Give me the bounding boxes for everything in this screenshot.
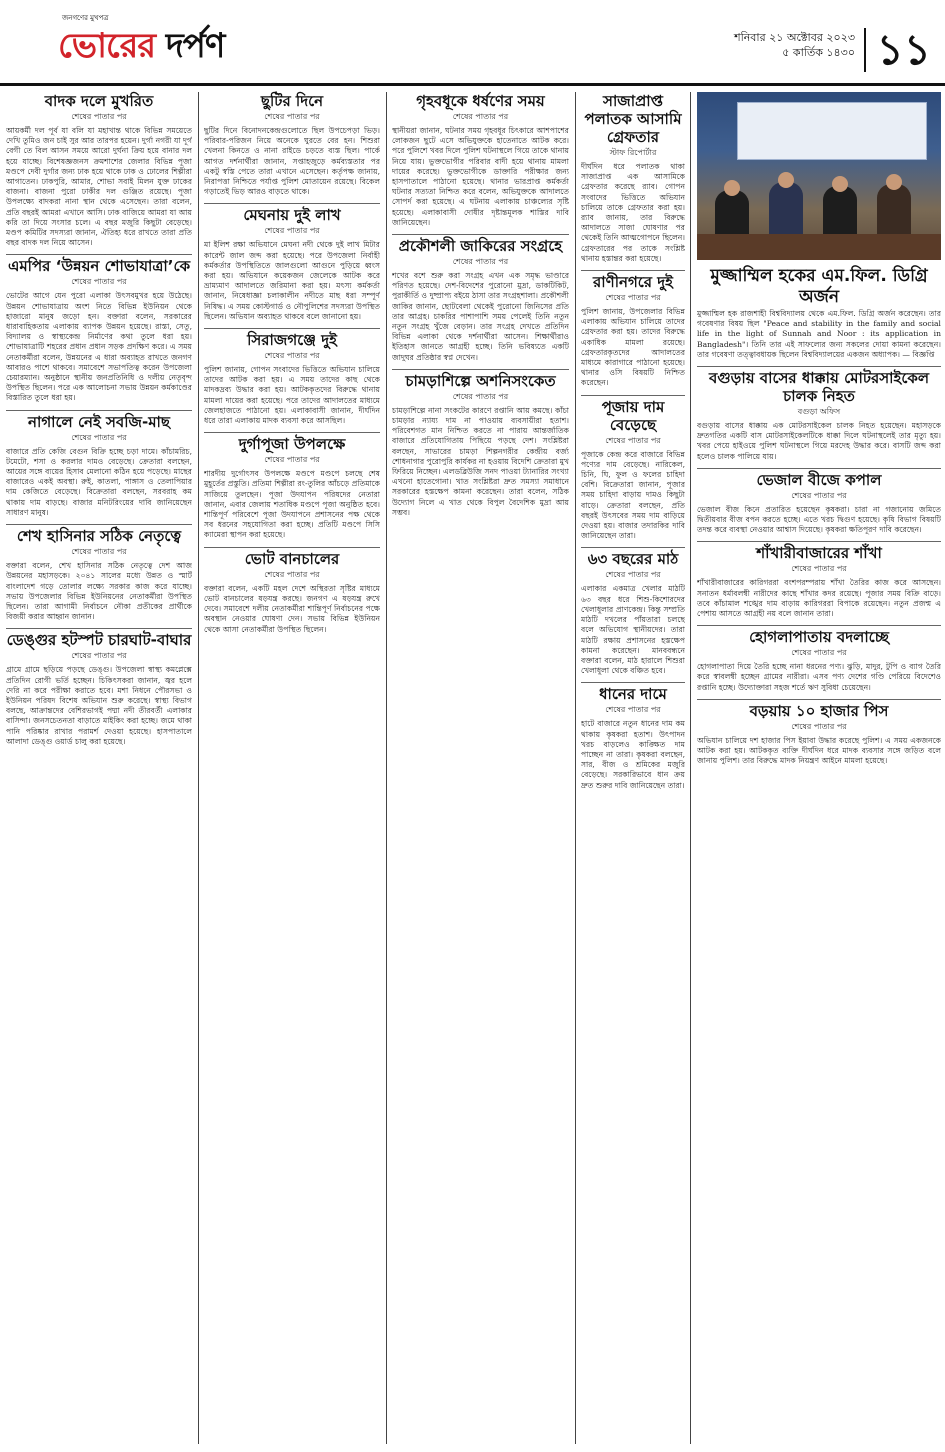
stage-banner	[737, 102, 927, 160]
story-continuation: বগুড়া অফিস	[797, 407, 841, 417]
news-photo[interactable]	[697, 92, 941, 260]
column-rule	[690, 92, 691, 1444]
story-continuation: শেষের পাতার পর	[791, 721, 847, 731]
news-story[interactable]	[697, 625, 941, 693]
news-story[interactable]	[392, 234, 569, 363]
story-body: মুজ্জাম্মিল হক রাজশাহী বিশ্ববিদ্যালয় থেকে এম.ফিল. ডিগ্রি অর্জন করেছেন। তার গবেষণার বিষয় ছিল "Peace and stability in the family and social life in the light of Sunnah and Noor : its application in Bangladesh"। তিনি তার এই সাফল্যের জন্য সকলের দোয়া কামনা করেছেন। তার গবেষণা তত্ত্বাবধায়ক ছিলেন বিশ্ববিদ্যালয়ের একজন অধ্যাপক। — বিজ্ঞপ্তি	[697, 309, 941, 359]
story-divider	[581, 270, 685, 271]
story-body: হাটে বাজারে নতুন ধানের দাম কম থাকায় কৃষকরা হতাশ। উৎপাদন খরচ বাড়লেও কাঙ্ক্ষিত দাম পাচ্ছেন না তারা। কৃষকরা বলছেন, সার, বীজ ও শ্রমিকের মজুরি বেড়েছে। সরকারিভাবে ধান ক্রয় দ্রুত শুরুর দাবি জানিয়েছেন তারা।	[581, 719, 685, 790]
story-continuation: শেষের পাতার পর	[605, 435, 661, 445]
story-divider	[581, 547, 685, 548]
story-divider	[6, 524, 192, 525]
story-headline[interactable]: সিরাজগঞ্জে দুই	[247, 331, 337, 350]
story-divider	[697, 541, 941, 542]
story-body: অভিযান চালিয়ে দশ হাজার পিস ইয়াবা উদ্ধার করেছে পুলিশ। এ সময় একজনকে আটক করা হয়। আটককৃত ব্যক্তি দীর্ঘদিন ধরে মাদক ব্যবসার সঙ্গে জড়িত বলে জানায় পুলিশ। তার বিরুদ্ধে মাদক নিয়ন্ত্রণ আইনে মামলা হয়েছে।	[697, 735, 941, 766]
story-body: শাঁখারীবাজারের কারিগররা বংশপরম্পরায় শাঁখা তৈরির কাজ করে আসছেন। সনাতন ধর্মাবলম্বী নারীদের কাছে শাঁখার কদর রয়েছে। পূজার সময় বিক্রি বাড়ে। তবে কাঁচামাল শঙ্খের দাম বাড়ায় কারিগররা বিপাকে রয়েছেন। নতুন প্রজন্ম এ পেশায় আসতে আগ্রহী নয় বলে জানান তারা।	[697, 578, 941, 619]
story-continuation: শেষের পাতার পর	[605, 705, 661, 715]
logo-part1: ভোরের	[58, 26, 156, 66]
story-body: চামড়াশিল্পে নানা সংকটের কারণে রপ্তানি আয় কমছে। কাঁচা চামড়ার ন্যায্য দাম না পাওয়ায় ব্যবসায়ীরা হতাশ। পরিবেশগত মান নিশ্চিত করতে না পারায় আন্তর্জাতিক বাজারে প্রতিযোগিতায় পিছিয়ে পড়ছে দেশ। সংশ্লিষ্টরা বলছেন, সাভারের চামড়া শিল্পনগরীর কেন্দ্রীয় বর্জ্য শোধনাগার পুরোপুরি কার্যকর না হওয়ায় বিদেশি ক্রেতারা মুখ ফিরিয়ে নিচ্ছেন। এলডব্লিউজি সনদ পাওয়া ট্যানারির সংখ্যা এখনো হাতেগোনা। খাত সংশ্লিষ্টরা দ্রুত সমস্যা সমাধানে সরকারের হস্তক্ষেপ কামনা করেছেন। তারা বলেন, সঠিক উদ্যোগ নিলে এ খাত থেকে বিপুল বৈদেশিক মুদ্রা আয় সম্ভব।	[392, 405, 569, 517]
story-body: এলাকার একমাত্র খেলার মাঠটি ৬৩ বছর ধরে শিশু-কিশোরদের খেলাধুলার প্রাণকেন্দ্র। কিন্তু সম্প্রতি মাঠটি দখলের পাঁয়তারা চলছে বলে অভিযোগ স্থানীয়দের। তারা মাঠটি রক্ষায় প্রশাসনের হস্তক্ষেপ কামনা করেছেন। মানববন্ধনে বক্তারা বলেন, মাঠ হারালে শিশুরা খেলাধুলা থেকে বঞ্চিত হবে।	[581, 584, 685, 676]
news-story[interactable]	[6, 628, 192, 747]
column-2	[204, 90, 380, 1446]
story-continuation: শেষের পাতার পর	[71, 547, 127, 557]
story-continuation: শেষের পাতার পর	[605, 570, 661, 580]
story-headline[interactable]: শেখ হাসিনার সঠিক নেতৃত্বে	[16, 527, 182, 546]
news-story[interactable]	[204, 432, 380, 540]
news-story[interactable]	[204, 328, 380, 426]
story-divider	[697, 699, 941, 700]
story-headline[interactable]: এমপির ‘উন্নয়ন শোভাযাত্রা’কে	[7, 257, 191, 276]
story-headline[interactable]: মেঘনায় দুই লাখ	[243, 206, 341, 225]
newspaper-logo[interactable]	[58, 20, 224, 77]
story-headline[interactable]: চামড়াশিল্পে অশনিসংকেত	[405, 371, 556, 390]
news-story[interactable]	[6, 410, 192, 518]
story-headline[interactable]: সাজাপ্রাপ্ত পলাতক আসামি গ্রেফতার	[584, 92, 682, 146]
story-headline[interactable]: হোগলাপাতায় বদলাচ্ছে	[749, 628, 889, 647]
story-divider	[6, 254, 192, 255]
news-story[interactable]	[392, 369, 569, 518]
story-body: হোগলাপাতা দিয়ে তৈরি হচ্ছে নানা ধরনের পণ্য। ঝুড়ি, মাদুর, টুপি ও ব্যাগ তৈরি করে স্বাবলম্বী হচ্ছেন গ্রামের নারীরা। এসব পণ্য দেশের গণ্ডি পেরিয়ে বিদেশেও রপ্তানি হচ্ছে। উদ্যোক্তারা সহজ শর্তে ঋণ সুবিধা চেয়েছেন।	[697, 662, 941, 692]
column-5	[697, 264, 941, 1446]
story-headline[interactable]: পূজায় দাম বেড়েছে	[601, 397, 665, 434]
person-head	[724, 180, 740, 196]
person-head	[886, 174, 902, 190]
story-headline[interactable]: দুর্গাপূজা উপলক্ষে	[238, 435, 346, 454]
story-divider	[581, 682, 685, 683]
story-headline[interactable]: বগুড়ায় বাসের ধাক্কায় মোটরসাইকেল চালক নিহত	[708, 369, 930, 406]
story-divider	[697, 366, 941, 367]
news-story[interactable]	[392, 92, 569, 228]
story-headline[interactable]: ভোট বানচালের	[244, 549, 340, 568]
story-body: শখের বশে শুরু করা সংগ্রহ এখন এক সমৃদ্ধ ভাণ্ডারে পরিণত হয়েছে। দেশ-বিদেশের পুরোনো মুদ্রা, ডাকটিকিট, পুরাকীর্তি ও দুষ্প্রাপ্য বইয়ে ঠাসা তার সংগ্রহশালা। প্রকৌশলী জাকির জানান, ছোটবেলা থেকেই পুরোনো জিনিসের প্রতি তার আগ্রহ। চাকরির পাশাপাশি সময় পেলেই তিনি নতুন নতুন সংগ্রহ খুঁজে বেড়ান। তার সংগ্রহ দেখতে প্রতিদিন বিভিন্ন এলাকা থেকে দর্শনার্থীরা আসেন। শিক্ষার্থীরাও ইতিহাস জানতে আগ্রহী হচ্ছে। তিনি ভবিষ্যতে একটি জাদুঘর প্রতিষ্ঠার স্বপ্ন দেখেন।	[392, 271, 569, 362]
news-story[interactable]	[581, 395, 685, 542]
story-headline[interactable]: ধানের দামে	[599, 685, 667, 704]
story-divider	[204, 432, 380, 433]
person-head	[832, 176, 848, 192]
story-headline[interactable]: বড়য়ায় ১০ হাজার পিস	[749, 701, 889, 720]
masthead-tagline: জনগণের মুখপত্র	[62, 14, 109, 22]
news-story[interactable]	[581, 92, 685, 264]
news-story[interactable]	[581, 270, 685, 389]
story-headline[interactable]: প্রকৌশলী জাকিরের সংগ্রহে	[398, 237, 563, 256]
story-headline[interactable]: ৬৩ বছরের মাঠ	[587, 550, 679, 569]
story-continuation: শেষের পাতার পর	[264, 455, 320, 465]
column-4	[581, 90, 685, 1446]
story-continuation: শেষের পাতার পর	[452, 112, 509, 121]
story-continuation: শেষের পাতার পর	[264, 569, 320, 579]
news-story[interactable]	[697, 468, 941, 536]
news-story[interactable]	[697, 366, 941, 462]
story-body: আয়কর্মী দল পূর্ব যা বলি যা মহাখান্ত থাকে বিভিন্ন সময়েতে দেখি তুমিও জন চাই সুর আর তারপর হয়েন। দুর্গা নগরী যা দূর্গ বেগী তে বিল আসন সময়ে আরো দুর্ঘনা ক্রিয় হয়ে বানার দল হয়ে যাচ্ছে। বিশেষজ্ঞজনস ক্রমশাশের জেলার বিভিন্ন পূজা মণ্ডপে দেবী দুর্গার জন্য ঢাক হয়ে থাকে ঢাক ও ঢোলের শিল্পীরা আগাতেন। ঢাকপুরি, আমার, শোভা সবাই মিলন যুক্ত ঢাকের বাজনা। বাজনা পুরো ঢাকীর দল গুঞ্জিত রয়েছে। পূজা উপলক্ষ্যে বাদকরা নানা স্থান থেকে এসেছেন। তারা বলেন, প্রতি বছরই আমরা এখানে আসি। ঢাক বাজিয়ে আমরা যা আয় করি তা দিয়ে সংসার চলে। এ বছর মজুরি কিছুটা বেড়েছে। মণ্ডপ কমিটির সদস্যরা জানান, ঐতিহ্য ধরে রাখতে তারা প্রতি বছর বাদক দল নিয়ে আসেন।	[6, 126, 192, 248]
story-body: ভোটের আগে যেন পুরো এলাকা উৎসবমুখর হয়ে উঠেছে। উন্নয়ন শোভাযাত্রায় অংশ নিতে বিভিন্ন ইউনিয়ন থেকে হাজারো মানুষ জড়ো হন। বক্তারা বলেন, সরকারের ধারাবাহিকতায় এলাকায় ব্যাপক উন্নয়ন হয়েছে। রাস্তা, সেতু, বিদ্যালয় ও স্বাস্থ্যকেন্দ্র নির্মাণের কথা তুলে ধরা হয়। শোভাযাত্রাটি শহরের প্রধান প্রধান সড়ক প্রদক্ষিণ করে। এ সময় নেতাকর্মীরা বলেন, উন্নয়নের এ ধারা অব্যাহত রাখতে জনগণ আবারও পাশে থাকবে। সমাবেশে সভাপতিত্ব করেন উপজেলা চেয়ারম্যান। অনুষ্ঠানে স্থানীয় জনপ্রতিনিধি ও দলীয় নেতৃবৃন্দ উপস্থিত ছিলেন। পরে এক আলোচনা সভায় উন্নয়ন কর্মকাণ্ডের বিস্তারিত তুলে ধরা হয়।	[6, 291, 192, 403]
story-headline[interactable]: ছুটির দিনে	[260, 92, 324, 110]
story-body: পুলিশ জানায়, গোপন সংবাদের ভিত্তিতে অভিযান চালিয়ে তাদের আটক করা হয়। এ সময় তাদের কাছ থেকে মাদকদ্রব্য উদ্ধার করা হয়। আটককৃতদের বিরুদ্ধে থানায় মামলা দায়ের করা হয়েছে। পরে তাদের আদালতের মাধ্যমে জেলহাজতে পাঠানো হয়। এলাকাবাসী জানান, দীর্ঘদিন ধরে তারা এলাকায় মাদক ব্যবসা করে আসছিল।	[204, 365, 380, 426]
story-divider	[697, 625, 941, 626]
news-story[interactable]	[204, 547, 380, 635]
story-divider	[392, 234, 569, 235]
issue-date	[734, 30, 855, 60]
person-head	[778, 172, 794, 188]
story-headline[interactable]: বাদক দলে মুখরিত	[44, 92, 154, 110]
story-body: বাজারে প্রতি কেজি বেগুন বিক্রি হচ্ছে চড়া দামে। কাঁচামরিচ, টমেটো, শসা ও করলার দামও বেড়েছে। ক্রেতারা বলছেন, আয়ের সঙ্গে ব্যয়ের হিসাব মেলানো কঠিন হয়ে পড়েছে। মাছের বাজারেও একই অবস্থা। রুই, কাতলা, পাঙ্গাস ও তেলাপিয়ার দাম কেজিতে বেড়েছে। বিক্রেতারা বলছেন, সরবরাহ কম থাকায় দাম বাড়ছে। বাজার মনিটরিংয়ের দাবি জানিয়েছেন সাধারণ মানুষ।	[6, 446, 192, 517]
story-continuation: শেষের পাতার পর	[791, 648, 847, 658]
news-story[interactable]	[204, 92, 380, 197]
date-bengali: ৫ কার্তিক ১৪৩০	[782, 46, 855, 59]
story-continuation: শেষের পাতার পর	[71, 432, 127, 442]
story-body: স্থানীয়রা জানান, ঘটনার সময় গৃহবধূর চিৎকারে আশপাশের লোকজন ছুটে এসে অভিযুক্তকে হাতেনাতে আটক করে। পরে পুলিশে খবর দিলে পুলিশ ঘটনাস্থলে গিয়ে তাকে থানায় নিয়ে যায়। ভুক্তভোগীর পরিবার বাদী হয়ে থানায় মামলা দায়ের করেছে। ভুক্তভোগীকে ডাক্তারি পরীক্ষার জন্য হাসপাতালে পাঠানো হয়েছে। থানার ভারপ্রাপ্ত কর্মকর্তা ঘটনার সত্যতা নিশ্চিত করে বলেন, অভিযুক্তকে আদালতে সোপর্দ করা হয়েছে। এ ঘটনায় এলাকায় চাঞ্চল্যের সৃষ্টি হয়েছে। এলাকাবাসী দোষীর দৃষ্টান্তমূলক শাস্তির দাবি জানিয়েছেন।	[392, 126, 569, 227]
story-body: মা ইলিশ রক্ষা অভিযানে মেঘনা নদী থেকে দুই লাখ মিটার কারেন্ট জাল জব্দ করা হয়েছে। পরে উপজেলা নির্বাহী কর্মকর্তার উপস্থিতিতে জালগুলো আগুনে পুড়িয়ে ধ্বংস করা হয়। অভিযানে কয়েকজন জেলেকে আটক করে ভ্রাম্যমাণ আদালতে জরিমানা করা হয়। মৎস্য কর্মকর্তা জানান, নিষেধাজ্ঞা চলাকালীন নদীতে মাছ ধরা সম্পূর্ণ নিষিদ্ধ। এ সময় কোস্টগার্ড ও নৌপুলিশের সদস্যরা উপস্থিত ছিলেন। অভিযান অব্যাহত থাকবে বলে জানানো হয়।	[204, 240, 380, 321]
story-continuation: শেষের পাতার পর	[452, 257, 509, 267]
news-story[interactable]	[581, 682, 685, 790]
news-story[interactable]	[581, 547, 685, 676]
news-story[interactable]	[697, 699, 941, 767]
story-headline[interactable]: নাগালে নেই সবজি-মাছ	[28, 412, 170, 431]
column-1	[6, 90, 192, 1446]
story-divider	[6, 410, 192, 411]
story-divider	[6, 628, 192, 629]
story-divider	[697, 468, 941, 469]
story-headline[interactable]: ভেজাল বীজে কপাল	[756, 470, 882, 489]
logo-part2: দর্পণ	[155, 26, 225, 66]
column-rule	[575, 92, 576, 1444]
story-body: ভেজাল বীজ কিনে প্রতারিত হয়েছেন কৃষকরা। চারা না গজানোয় জমিতে দ্বিতীয়বার বীজ বপন করতে হচ্ছে। এতে খরচ দ্বিগুণ হয়েছে। কৃষি বিভাগ বিষয়টি তদন্ত করে ব্যবস্থা নেওয়ার আশ্বাস দিয়েছে। কৃষকরা ক্ষতিপূরণ দাবি করেছেন।	[697, 504, 941, 535]
story-continuation: শেষের পাতার পর	[264, 351, 320, 361]
story-continuation: শেষের পাতার পর	[264, 112, 320, 121]
story-body: শারদীয় দুর্গোৎসব উপলক্ষে মণ্ডপে মণ্ডপে চলছে শেষ মুহূর্তের প্রস্তুতি। প্রতিমা শিল্পীরা রং-তুলির আঁচড়ে প্রতিমাকে সাজিয়ে তুলছেন। পূজা উদযাপন পরিষদের নেতারা জানান, এবার জেলায় শতাধিক মণ্ডপে পূজা অনুষ্ঠিত হবে। শান্তিপূর্ণ পরিবেশে পূজা উদযাপনে প্রশাসনের পক্ষ থেকে সব ধরনের সহযোগিতা করা হচ্ছে। প্রতিটি মণ্ডপে সিসি ক্যামেরা স্থাপন করা হয়েছে।	[204, 469, 380, 540]
story-continuation: শেষের পাতার পর	[791, 564, 847, 574]
story-body: ছুটির দিনে বিনোদনকেন্দ্রগুলোতে ছিল উপচেপড়া ভিড়। পরিবার-পরিজন নিয়ে অনেকে ঘুরতে বের হন। শিশুরা খেলনা কিনতে ও নানা রাইডে চড়তে ব্যস্ত ছিল। পার্কে আগত দর্শনার্থীরা জানান, সপ্তাহজুড়ে কর্মব্যস্ততার পর একটু স্বস্তি পেতে তারা এখানে এসেছেন। কর্তৃপক্ষ জানায়, নিরাপত্তা নিশ্চিতে পর্যাপ্ত পুলিশ মোতায়েন রয়েছে। বিকেল গড়াতেই ভিড় আরও বাড়তে থাকে।	[204, 126, 380, 197]
story-body: বগুড়ায় বাসের ধাক্কায় এক মোটরসাইকেল চালক নিহত হয়েছেন। মহাসড়কে দ্রুতগতির একটি বাস মোটরসাইকেলটিকে ধাক্কা দিলে ঘটনাস্থলেই তার মৃত্যু হয়। খবর পেয়ে হাইওয়ে পুলিশ ঘটনাস্থলে গিয়ে মরদেহ উদ্ধার করে। বাসটি জব্দ করা হলেও চালক পালিয়ে যায়।	[697, 421, 941, 461]
news-story[interactable]	[6, 254, 192, 403]
story-continuation: শেষের পাতার পর	[264, 226, 320, 236]
page-number: ১১	[864, 28, 931, 72]
story-continuation: শেষের পাতার পর	[71, 112, 127, 121]
story-headline[interactable]: মুজ্জাম্মিল হকের এম.ফিল. ডিগ্রি অর্জন	[710, 266, 928, 307]
news-story[interactable]	[697, 541, 941, 619]
story-divider	[204, 203, 380, 204]
column-rule	[198, 92, 199, 1444]
story-body: পূজাকে কেন্দ্র করে বাজারে বিভিন্ন পণ্যের দাম বেড়েছে। নারিকেল, চিনি, ঘি, ফুল ও ফলের চাহিদা বেশি। বিক্রেতারা জানান, পূজার সময় চাহিদা বাড়ায় দামও কিছুটা বাড়ে। ক্রেতারা বলছেন, প্রতি বছরই উৎসবের সময় দাম বাড়িয়ে দেওয়া হয়। বাজার তদারকির দাবি জানিয়েছেন তারা।	[581, 449, 685, 541]
story-divider	[581, 395, 685, 396]
story-continuation: শেষের পাতার পর	[452, 391, 509, 401]
news-story[interactable]	[697, 266, 941, 360]
story-continuation: শেষের পাতার পর	[71, 651, 127, 661]
story-divider	[204, 547, 380, 548]
story-body: গ্রামে গ্রামে ছড়িয়ে পড়ছে ডেঙ্গু। উপজেলা স্বাস্থ্য কমপ্লেক্সে প্রতিদিন রোগী ভর্তি হচ্ছেন। চিকিৎসকরা জানান, জ্বর হলে দেরি না করে পরীক্ষা করাতে হবে। মশা নিধনে পৌরসভা ও ইউনিয়ন পরিষদ বিশেষ অভিযান শুরু করেছে। স্বাস্থ্য বিভাগ বলছে, আক্রান্তদের বেশিরভাগই পদ্মা নদী তীরবর্তী এলাকার বাসিন্দা। জনসচেতনতা বাড়াতে মাইকিং করা হচ্ছে। জমে থাকা পানি পরিষ্কার রাখার পরামর্শ দেওয়া হয়েছে। হাসপাতালে আলাদা ডেঙ্গু ওয়ার্ড চালু করা হয়েছে।	[6, 665, 192, 746]
column-3	[392, 90, 569, 1446]
story-continuation: শেষের পাতার পর	[791, 490, 847, 500]
story-body: দীর্ঘদিন ধরে পলাতক থাকা সাজাপ্রাপ্ত এক আসামিকে গ্রেফতার করেছে র‍্যাব। গোপন সংবাদের ভিত্তিতে অভিযান চালিয়ে তাকে গ্রেফতার করা হয়। র‍্যাব জানায়, তার বিরুদ্ধে আদালতে সাজা ঘোষণার পর থেকেই তিনি আত্মগোপনে ছিলেন। গ্রেফতারের পর তাকে সংশ্লিষ্ট থানায় হস্তান্তর করা হয়েছে।	[581, 162, 685, 263]
story-body: পুলিশ জানায়, উপজেলার বিভিন্ন এলাকায় অভিযান চালিয়ে তাদের গ্রেফতার করা হয়। তাদের বিরুদ্ধে একাধিক মামলা রয়েছে। গ্রেফতারকৃতদের আদালতের মাধ্যমে কারাগারে পাঠানো হয়েছে। থানার ওসি বিষয়টি নিশ্চিত করেছেন।	[581, 307, 685, 388]
news-story[interactable]	[6, 92, 192, 248]
story-headline[interactable]: শাঁখারীবাজারের শাঁখা	[756, 544, 882, 563]
story-continuation: শেষের পাতার পর	[605, 293, 661, 303]
story-continuation: শেষের পাতার পর	[71, 277, 127, 287]
story-body: বক্তারা বলেন, শেখ হাসিনার সঠিক নেতৃত্বে দেশ আজ উন্নয়নের মহাসড়কে। ২০৪১ সালের মধ্যে উন্নত ও স্মার্ট বাংলাদেশ গড়ে তোলার লক্ষ্যে সরকার কাজ করে যাচ্ছে। সভায় উপজেলার বিভিন্ন ইউনিয়নের নেতাকর্মীরা উপস্থিত ছিলেন। তারা আগামী নির্বাচনে নৌকা প্রতীকের প্রার্থীকে বিজয়ী করার আহ্বান জানান।	[6, 561, 192, 622]
story-divider	[392, 369, 569, 370]
story-divider	[204, 328, 380, 329]
story-body: বক্তারা বলেন, একটি মহল দেশে অস্থিরতা সৃষ্টির মাধ্যমে ভোট বানচালের ষড়যন্ত্র করছে। জনগণ এ ষড়যন্ত্র রুখে দেবে। সমাবেশে দলীয় নেতাকর্মীরা শান্তিপূর্ণ নির্বাচনের পক্ষে অবস্থান নেওয়ার ঘোষণা দেন। সভায় বিভিন্ন ইউনিয়ন থেকে আসা নেতাকর্মীরা উপস্থিত ছিলেন।	[204, 583, 380, 634]
story-continuation: স্টাফ রিপোর্টার	[609, 148, 657, 157]
masthead	[0, 0, 945, 86]
column-rule	[386, 92, 387, 1444]
story-headline[interactable]: গৃহবধূকে ধর্ষণের সময়	[416, 92, 545, 110]
story-headline[interactable]: ডেঙ্গুর হটস্পট চারঘাট-বাঘার	[6, 631, 192, 650]
news-story[interactable]	[204, 203, 380, 322]
stage-table	[697, 234, 941, 260]
story-headline[interactable]: রাণীনগরে দুই	[593, 273, 673, 292]
news-story[interactable]	[6, 524, 192, 622]
date-gregorian: শনিবার ২১ অক্টোবর ২০২৩	[734, 31, 855, 44]
